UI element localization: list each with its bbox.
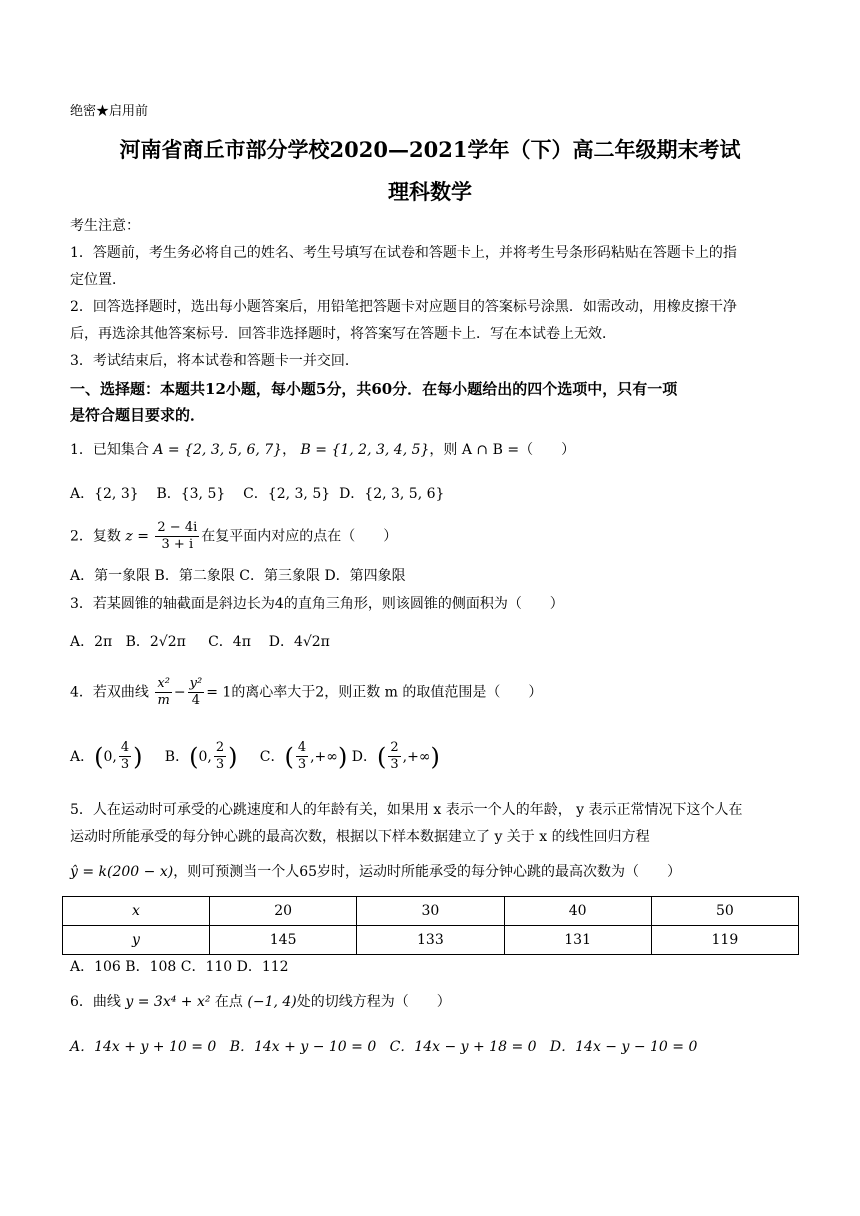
question-4-option-b-num: 2	[215, 740, 225, 755]
question-2-prefix: 2．复数	[70, 528, 121, 545]
question-4-option-d: D．( $\frac{2}{3}$ ,+∞)	[351, 740, 440, 772]
question-5-table	[62, 896, 799, 955]
table-cell: 40	[504, 897, 651, 926]
question-4-option-c: C．( $\frac{4}{3}$ ,+∞)	[259, 740, 348, 772]
question-4-option-a-left: 0,	[103, 748, 117, 765]
question-4-x-fraction	[155, 676, 172, 709]
question-1-separator: ，	[282, 442, 297, 458]
question-6-options	[70, 1037, 697, 1057]
question-6-option-a: A．14x + y + 10 = 0	[70, 1039, 217, 1055]
question-4-y-fraction	[188, 676, 205, 709]
section-1-heading-line-2: 是符合题目要求的．	[70, 406, 206, 424]
question-6-curve: y = 3x⁴ + x²	[125, 994, 211, 1010]
question-4-option-c-num: 4	[297, 740, 307, 755]
question-4-option-b-label: B．	[164, 748, 190, 765]
notice-heading: 考生注意：	[70, 218, 140, 234]
question-2-denominator: 3 + i	[161, 537, 194, 552]
question-1-option-a: A．{2, 3}	[70, 486, 139, 502]
question-1-stem	[70, 440, 575, 460]
question-4-four: 4	[191, 693, 201, 708]
question-4-option-c-right: ,+∞	[310, 748, 338, 765]
question-6-suffix: 处的切线方程为（ ）	[296, 994, 451, 1010]
question-5-formula: ŷ = k(200 − x)	[70, 864, 174, 880]
question-6-point: (−1, 4)	[247, 994, 297, 1010]
question-4-option-a-den: 3	[120, 757, 130, 772]
question-6-option-b: B．14x + y − 10 = 0	[229, 1039, 377, 1055]
table-cell: 145	[210, 926, 357, 955]
question-5-line-3	[70, 862, 681, 882]
question-3-option-d: D．4√2π	[268, 634, 330, 650]
question-4-option-d-den: 3	[390, 757, 399, 772]
table-cell: 119	[651, 926, 798, 955]
question-4-option-c-label: C．	[259, 748, 285, 765]
section-1-heading-line-1: 一、选择题：本题共12小题，每小题5分，共60分．在每小题给出的四个选项中，只有一项	[70, 380, 678, 398]
question-5-line-3-text: ，则可预测当一个人65岁时，运动时所能承受的每分钟心跳的最高次数为（ ）	[173, 864, 682, 880]
table-cell: 50	[651, 897, 798, 926]
question-5-options: A．106 B．108 C．110 D．112	[70, 959, 289, 975]
table-cell: 30	[357, 897, 504, 926]
question-4-option-c-den: 3	[297, 757, 307, 772]
question-4-option-d-right: ,+∞	[402, 748, 431, 765]
question-6-option-d: D．14x − y − 10 = 0	[549, 1039, 698, 1055]
question-6-stem	[70, 992, 451, 1012]
exam-subtitle: 理科数学	[388, 179, 472, 204]
question-1-set-a: A = {2, 3, 5, 6, 7}	[153, 442, 283, 458]
notice-item-1-line-2: 定位置．	[70, 272, 126, 288]
question-4-stem: 4．若双曲线 $\frac{\text{x²}}{m}$ − $\frac{\text{y²}}{4}$ = 1的离心率大于2，则正数 m 的取值范围是（ ）	[70, 676, 543, 708]
notice-item-3: 3．考试结束后，将本试卷和答题卡一并交回．	[70, 353, 359, 369]
question-5-line-2: 运动时所能承受的每分钟心跳的最高次数，根据以下样本数据建立了 y 关于 x 的线性回归方程	[70, 829, 650, 845]
question-2-z: z =	[125, 528, 149, 545]
question-4-option-a: A．(0, $\frac{4}{3}$ )	[70, 740, 143, 772]
question-4-option-b-left: 0,	[198, 748, 212, 765]
question-6-prefix: 6．曲线	[70, 994, 121, 1010]
question-3-option-a: A．2π	[70, 634, 113, 650]
question-3-options	[70, 632, 330, 652]
notice-item-1-line-1: 1．答题前，考生务必将自己的姓名、考生号填写在试卷和答题卡上，并将考生号条形码粘贴在答题卡上的指	[70, 245, 737, 261]
question-4-option-b-den: 3	[215, 757, 225, 772]
table-cell: 131	[504, 926, 651, 955]
question-1-options	[70, 484, 444, 504]
question-1-option-b: B．{3, 5}	[156, 486, 226, 502]
question-5-line-1: 5．人在运动时可承受的心跳速度和人的年龄有关，如果用 x 表示一个人的年龄， y 表示正常情况下这个人在	[70, 802, 743, 818]
table-cell: 20	[210, 897, 357, 926]
question-2-stem	[70, 520, 397, 553]
secret-label: 绝密★启用前	[70, 104, 149, 119]
question-6-option-c: C．14x − y + 18 = 0	[389, 1039, 537, 1055]
table-row	[63, 926, 799, 955]
question-4-suffix: 的离心率大于2，则正数 m 的取值范围是（ ）	[231, 684, 543, 701]
question-4-prefix: 4．若双曲线	[70, 684, 149, 701]
exam-title: 河南省商丘市部分学校2020—2021学年（下）高二年级期末考试	[119, 137, 741, 162]
question-4-m: m	[157, 693, 170, 708]
question-4-option-d-label: D．	[351, 748, 378, 765]
question-4-option-a-num: 4	[120, 740, 130, 755]
question-4-option-a-label: A．	[70, 748, 95, 765]
table-cell: 133	[357, 926, 504, 955]
question-4-option-b: B．(0, $\frac{2}{3}$ )	[164, 740, 238, 772]
question-6-mid: 在点	[214, 994, 243, 1010]
notice-item-2-line-2: 后，再选涂其他答案标号．回答非选择题时，将答案写在答题卡上．写在本试卷上无效．	[70, 326, 616, 342]
notice-item-2-line-1: 2．回答选择题时，选出每小题答案后，用铅笔把答题卡对应题目的答案标号涂黑．如需改动，用橡皮擦干净	[70, 299, 737, 315]
question-4-y-squared: y²	[189, 676, 203, 691]
table-cell: y	[63, 926, 210, 955]
question-4-x-squared: x²	[157, 676, 170, 691]
question-2-fraction	[155, 520, 199, 553]
question-1-ask: ，则 A ∩ B =（ ）	[429, 442, 576, 458]
question-4-equals: = 1	[206, 684, 232, 701]
question-1-prefix: 1．已知集合	[70, 442, 149, 458]
question-2-suffix: 在复平面内对应的点在（ ）	[201, 528, 398, 545]
question-4-option-d-num: 2	[390, 740, 399, 755]
question-1-option-d: D．{2, 3, 5, 6}	[339, 486, 445, 502]
question-4-options	[70, 740, 440, 773]
question-3-option-c: C．4π	[208, 634, 251, 650]
question-1-option-c: C．{2, 3, 5}	[243, 486, 331, 502]
question-2-numerator: 2 − 4i	[157, 520, 198, 535]
table-row	[63, 897, 799, 926]
question-3-stem: 3．若某圆锥的轴截面是斜边长为4的直角三角形，则该圆锥的侧面积为（ ）	[70, 596, 564, 612]
question-1-set-b: B = {1, 2, 3, 4, 5}	[300, 442, 430, 458]
question-2-options: A．第一象限 B．第二象限 C．第三象限 D．第四象限	[70, 568, 406, 584]
question-3-option-b: B．2√2π	[125, 634, 186, 650]
table-cell: x	[63, 897, 210, 926]
